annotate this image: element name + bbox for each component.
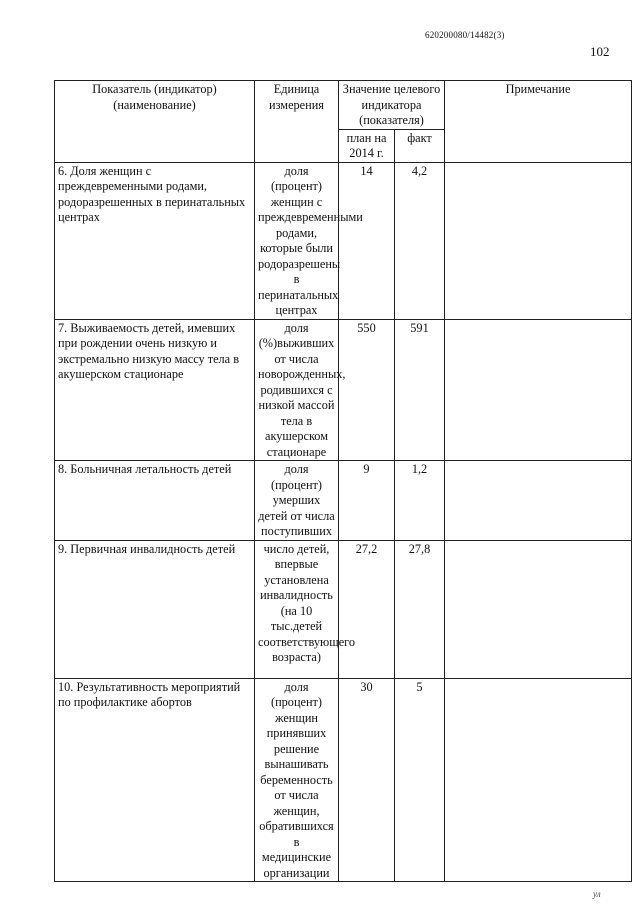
header-plan: план на 2014 г.	[339, 129, 395, 162]
table-row	[55, 461, 632, 541]
row-unit: доля (процент) женщин с преждевременными родами, которые были родоразрешены в перинатальных центрах	[255, 162, 339, 319]
table-row	[55, 540, 632, 678]
row-note	[445, 461, 632, 541]
header-target-value: Значение целевого индикатора (показателя)	[339, 81, 445, 130]
header-note: Примечание	[445, 81, 632, 163]
row-fact: 4,2	[395, 162, 445, 319]
row-unit: доля (процент) умерших детей от числа поступивших	[255, 461, 339, 541]
row-plan: 9	[339, 461, 395, 541]
row-unit: число детей, впервые установлена инвалидность (на 10 тыс.детей соответствующего возраста)	[255, 540, 339, 678]
row-note	[445, 678, 632, 882]
row-indicator: 10. Результативность мероприятий по профилактике абортов	[55, 678, 255, 882]
document-code: 620200080/14482(3)	[425, 30, 505, 40]
row-plan: 14	[339, 162, 395, 319]
header-unit: Единица измерения	[255, 81, 339, 163]
table-row	[55, 162, 632, 319]
row-fact: 27,8	[395, 540, 445, 678]
row-fact: 5	[395, 678, 445, 882]
indicators-table	[54, 80, 632, 882]
header-fact: факт	[395, 129, 445, 162]
table-row	[55, 678, 632, 882]
row-indicator: 6. Доля женщин с преждевременными родами, родоразрешенных в перинатальных центрах	[55, 162, 255, 319]
row-note	[445, 540, 632, 678]
row-plan: 550	[339, 319, 395, 461]
row-indicator: 7. Выживаемость детей, имевших при рождении очень низкую и экстремально низкую массу тела в акушерском стационаре	[55, 319, 255, 461]
table-row	[55, 319, 632, 461]
row-unit: доля (процент) женщин принявших решение вынашивать беременность от числа женщин, обратившихся в медицинские организации	[255, 678, 339, 882]
row-fact: 591	[395, 319, 445, 461]
row-indicator: 9. Первичная инвалидность детей	[55, 540, 255, 678]
row-plan: 30	[339, 678, 395, 882]
row-unit: доля (%)выживших от числа новорожденных, родившихся с низкой массой тела в акушерском стационаре	[255, 319, 339, 461]
table-header-row	[55, 81, 632, 130]
header-indicator: Показатель (индикатор) (наименование)	[55, 81, 255, 163]
footer-mark: ул	[593, 889, 601, 899]
row-indicator: 8. Больничная летальность детей	[55, 461, 255, 541]
page-number: 102	[590, 44, 610, 59]
row-note	[445, 319, 632, 461]
row-note	[445, 162, 632, 319]
row-plan: 27,2	[339, 540, 395, 678]
row-fact: 1,2	[395, 461, 445, 541]
